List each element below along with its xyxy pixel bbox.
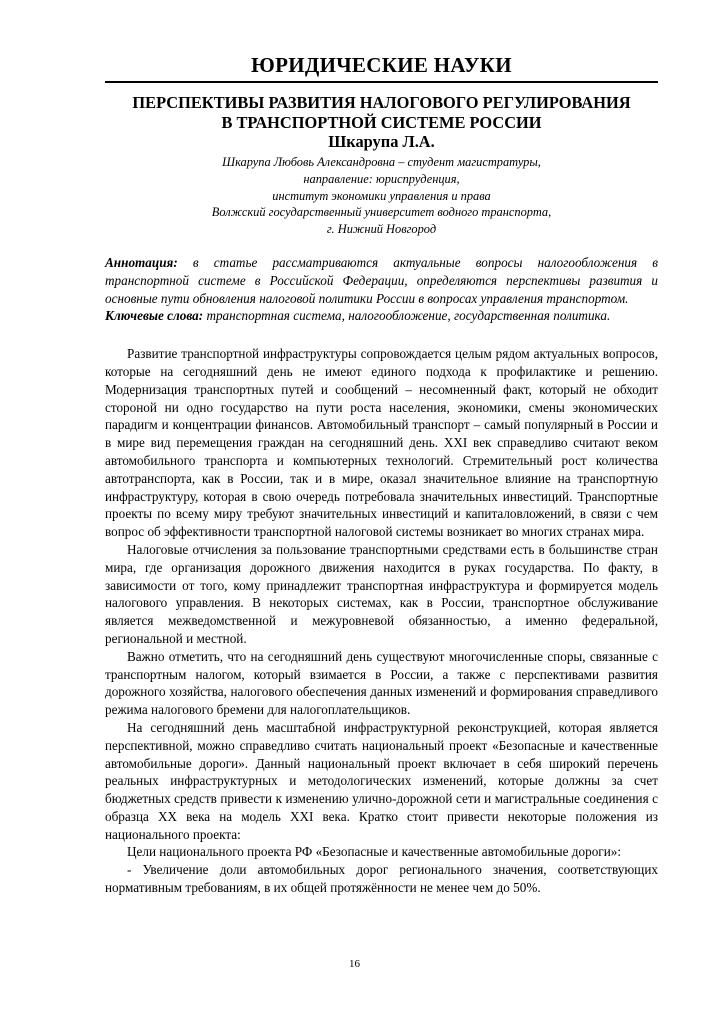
document-page xyxy=(105,52,658,897)
body-paragraph: На сегодняшний день масштабной инфраструктурной реконструкцией, которая является перспективной, можно справедливо считать национальный проект «Безопасные и качественные автомобильные дороги». Данный национальный проект включает в себя широкий перечень реальных инфраструктурных и методологических изменений, которые должны за счет бюджетных средств привести к изменению улично-дорожной сети и магистральные соединения с образца XX века на модель XXI века. Кратко стоит привести некоторые положения из национального проекта: xyxy=(105,719,658,842)
affiliation-line: институт экономики управления и права xyxy=(272,188,491,203)
keywords-text: транспортная система, налогообложение, государственная политика. xyxy=(203,308,611,324)
abstract-text: в статье рассматриваются актуальные вопросы налогообложения в транспортной системе в Российской Федерации, определяются перспективы развития и основные пути обновления налоговой политики России в вопросах управления транспортом. xyxy=(105,254,658,306)
affiliation-line: направление: юриспруденция, xyxy=(303,171,460,186)
article-title-line-2: В ТРАНСПОРТНОЙ СИСТЕМЕ РОССИИ xyxy=(221,112,542,132)
section-header: ЮРИДИЧЕСКИЕ НАУКИ xyxy=(105,52,658,83)
keywords-label: Ключевые слова: xyxy=(105,308,204,324)
author-name: Шкарупа Л.А. xyxy=(328,132,435,151)
article-body xyxy=(105,345,658,897)
body-paragraph: - Увеличение доли автомобильных дорог регионального значения, соответствующих нормативным требованиям, в их общей протяжённости не менее чем до 50%. xyxy=(105,862,658,896)
abstract-label: Аннотация: xyxy=(105,254,178,270)
abstract xyxy=(105,254,658,307)
affiliation-line: Шкарупа Любовь Александровна – студент магистратуры, xyxy=(222,155,541,169)
article-title-line-1: ПЕРСПЕКТИВЫ РАЗВИТИЯ НАЛОГОВОГО РЕГУЛИРОВАНИЯ xyxy=(132,93,631,112)
affiliation-line: г. Нижний Новгород xyxy=(326,222,437,237)
body-paragraph: Важно отметить, что на сегодняшний день существуют многочисленные споры, связанные с транспортным налогом, который взимается в России, а также с перспективами развития дорожного хозяйства, налогового обеспечения данных изменений и формирования справедливого режима налогового бремени для налогоплательщиков. xyxy=(105,648,658,718)
page-number: 16 xyxy=(349,958,360,970)
author-affiliation xyxy=(105,154,658,238)
body-paragraph: Налоговые отчисления за пользование транспортными средствами есть в большинстве стран мира, где организация дорожного движения находится в руках государства. По факту, в зависимости от того, кому принадлежит транспортная инфраструктура и формируется модель налогового управления. В некоторых системах, как в России, транспортное обслуживание является межведомственной и межуровневой обязанностью, а именно федеральной, региональной и местной. xyxy=(105,541,658,646)
keywords xyxy=(105,307,658,325)
affiliation-line: Волжский государственный университет водного транспорта, xyxy=(211,205,552,220)
body-paragraph: Развитие транспортной инфраструктуры сопровождается целым рядом актуальных вопросов, которые на сегодняшний день не имеют единого подхода к профилактике и решению. Модернизация транспортных путей и сообщений – несомненный факт, который не обходит стороной ни одно государство на пути роста населения, экономики, смены экономических парадигм и концентрации финансов. Автомобильный транспорт – самый популярный в России и в мире вид перемещения граждан на сегодняшний день. XXI век справедливо считают веком автомобильного транспорта и компьютерных технологий. Стремительный рост количества автотранспорта, как в России, так и в мире, оказал значительное влияние на транспортную инфраструктуру, которая в свою очередь потребовала значительных инвестиций. Транспортные проекты по всему миру требуют значительных инвестиций и капиталовложений, в связи с чем вопрос об эффективности транспортной налоговой системы возникает во многих странах мира. xyxy=(105,346,658,540)
body-paragraph: Цели национального проекта РФ «Безопасные и качественные автомобильные дороги»: xyxy=(127,844,622,860)
article-title xyxy=(105,93,658,132)
